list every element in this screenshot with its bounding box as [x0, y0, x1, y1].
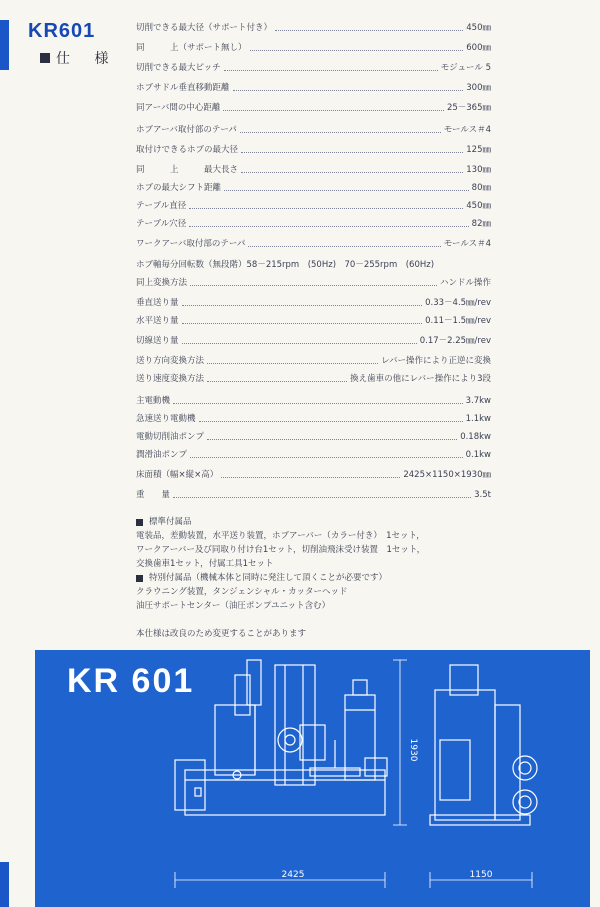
standard-accessories-heading	[136, 515, 516, 529]
spec-row	[136, 181, 491, 195]
dot-leader	[207, 381, 347, 382]
standard-accessories-line: 電装品，差動装置，水平送り装置，ホブアーバー（カラー付き） 1セット，	[136, 531, 425, 541]
machine-line-drawing	[35, 650, 590, 907]
spec-label: ホブサドル垂直移動距離	[136, 83, 230, 93]
spec-label: 切削できる最大ピッチ	[136, 63, 221, 73]
spec-heading-label: 仕 様	[56, 51, 119, 67]
spec-value: 450㎜	[466, 201, 491, 211]
dot-leader	[207, 439, 457, 440]
edge-tab-bottom	[0, 862, 9, 907]
bullet-square-icon	[40, 53, 50, 63]
standard-accessories-label: 標準付属品	[149, 517, 192, 527]
spec-label: 垂直送り量	[136, 298, 179, 308]
spec-value: モジュール 5	[440, 63, 491, 73]
spec-row	[136, 468, 491, 482]
dot-leader	[241, 152, 463, 153]
spec-row	[136, 354, 491, 368]
spec-row	[136, 334, 491, 348]
spec-label: 同 上（サポート無し）	[136, 43, 247, 53]
dot-leader	[173, 403, 463, 404]
spec-row	[136, 81, 491, 95]
drawing-panel	[35, 650, 590, 907]
dot-leader	[189, 226, 468, 227]
spec-row	[136, 123, 491, 137]
spec-row	[136, 163, 491, 177]
dot-leader	[223, 110, 444, 111]
spec-label: 主電動機	[136, 396, 171, 406]
spec-row	[136, 276, 491, 290]
model-title: KR601	[28, 20, 96, 42]
spec-heading	[40, 48, 118, 68]
spec-label: 取付けできるホブの最大径	[136, 145, 239, 155]
spec-label: ホブの最大シフト距離	[136, 183, 222, 193]
spec-value: 82㎜	[471, 219, 491, 229]
spec-row	[136, 372, 491, 386]
standard-accessories-line: ワークアーバー及び同取り付け台1セット，切削油飛沫受け装置 1セット，	[136, 545, 426, 555]
spec-row	[136, 143, 491, 157]
spec-row	[136, 217, 491, 231]
spec-label: 切削できる最大径（サポート付き）	[136, 23, 273, 33]
spec-label: 同 上 最大長さ	[136, 165, 239, 175]
spec-label: 送り方向変換方法	[136, 356, 205, 366]
spec-label: ワークアーバ取付部のテーパ	[136, 239, 246, 249]
spec-value: 2425×1150×1930㎜	[403, 470, 491, 480]
width-dimension-label: 2425	[281, 870, 305, 880]
dot-leader	[250, 50, 464, 51]
dot-leader	[207, 363, 378, 364]
spec-row	[136, 21, 491, 35]
dot-leader	[190, 285, 437, 286]
bullet-square-icon	[136, 575, 143, 582]
edge-tab-top	[0, 20, 9, 70]
spec-value: レバー操作により正逆に変換	[381, 356, 491, 366]
spec-value: 300㎜	[466, 83, 491, 93]
spec-row	[136, 199, 491, 213]
dot-leader	[182, 305, 423, 306]
spec-label: 切線送り量	[136, 336, 179, 346]
spec-row	[136, 41, 491, 55]
spec-value: 0.17－2.25㎜/rev	[419, 336, 491, 346]
height-dimension-label: 1930	[408, 738, 418, 762]
spec-value: 125㎜	[466, 145, 491, 155]
spec-label: ホブアーバ取付部のテーパ	[136, 125, 237, 135]
spec-label: 送り速度変換方法	[136, 374, 205, 384]
spec-label: テーブル直径	[136, 201, 187, 211]
spec-label: 電動切削油ポンプ	[136, 432, 205, 442]
spec-label: 水平送り量	[136, 316, 179, 326]
disclaimer: 本仕様は改良のため変更することがあります	[136, 629, 307, 639]
spec-value: 1.1kw	[465, 414, 491, 424]
dot-leader	[182, 343, 417, 344]
dot-leader	[189, 208, 463, 209]
dot-leader	[224, 70, 438, 71]
special-accessories-label: 特別付属品（機械本体と同時に発注して頂くことが必要です）	[149, 573, 388, 583]
spec-label: 急速送り電動機	[136, 414, 196, 424]
spec-label: 潤滑油ポンプ	[136, 450, 188, 460]
dot-leader	[240, 132, 441, 133]
spec-value: 0.11－1.5㎜/rev	[425, 316, 491, 326]
side-view-outline	[430, 665, 537, 825]
spec-label: 床面積（幅×縦×高）	[136, 470, 219, 480]
dot-leader	[224, 190, 469, 191]
dot-leader	[241, 172, 463, 173]
dot-leader	[173, 497, 471, 498]
spec-value: モールス＃4	[443, 239, 491, 249]
dot-leader	[233, 90, 464, 91]
bullet-square-icon	[136, 519, 143, 526]
standard-accessories-line: 交換歯車1セット，付属工具1セット	[136, 559, 274, 569]
spec-row	[136, 430, 491, 444]
spec-value: モールス＃4	[443, 125, 491, 135]
special-accessories-line: クラウニング装置，タンジェンシャル・カッターヘッド	[136, 587, 348, 597]
spec-value: 0.33－4.5㎜/rev	[425, 298, 491, 308]
dot-leader	[182, 323, 423, 324]
dot-leader	[221, 477, 400, 478]
spec-row	[136, 488, 491, 502]
spec-label: テーブル穴径	[136, 219, 187, 229]
dot-leader	[199, 421, 463, 422]
spec-value: ハンドル操作	[439, 278, 491, 288]
spec-row	[136, 237, 491, 251]
spec-value: 130㎜	[466, 165, 491, 175]
spec-row	[136, 394, 491, 408]
dot-leader	[275, 30, 463, 31]
spec-value: 0.1kw	[465, 450, 491, 460]
spec-value: 3.5t	[474, 490, 491, 500]
spec-row	[136, 258, 491, 272]
spec-value: 450㎜	[466, 23, 491, 33]
spec-label: 同アーバ間の中心距離	[136, 103, 221, 113]
spec-label: ホブ軸毎分回転数（無段階）58－215rpm (50Hz) 70－255rpm (60Hz)	[136, 260, 435, 270]
spec-row	[136, 101, 491, 115]
drawing-title: KR 601	[67, 662, 195, 700]
front-view-outline	[175, 660, 387, 815]
special-accessories-heading	[136, 571, 516, 585]
spec-label: 同上変換方法	[136, 278, 188, 288]
depth-dimension-label: 1150	[469, 870, 493, 880]
dot-leader	[190, 457, 463, 458]
spec-value: 0.18kw	[460, 432, 491, 442]
spec-row	[136, 296, 491, 310]
spec-value: 換え歯車の他にレバー操作により3段	[350, 374, 491, 384]
dot-leader	[248, 246, 440, 247]
spec-label: 重 量	[136, 490, 171, 500]
spec-value: 3.7kw	[465, 396, 491, 406]
spec-value: 80㎜	[471, 183, 491, 193]
spec-row	[136, 412, 491, 426]
spec-value: 600㎜	[466, 43, 491, 53]
spec-value: 25－365㎜	[446, 103, 491, 113]
spec-row	[136, 314, 491, 328]
spec-row	[136, 61, 491, 75]
special-accessories-line: 油圧サポートセンター（油圧ポンプユニット含む）	[136, 601, 331, 611]
spec-row	[136, 448, 491, 462]
accessories-notes	[136, 515, 516, 613]
